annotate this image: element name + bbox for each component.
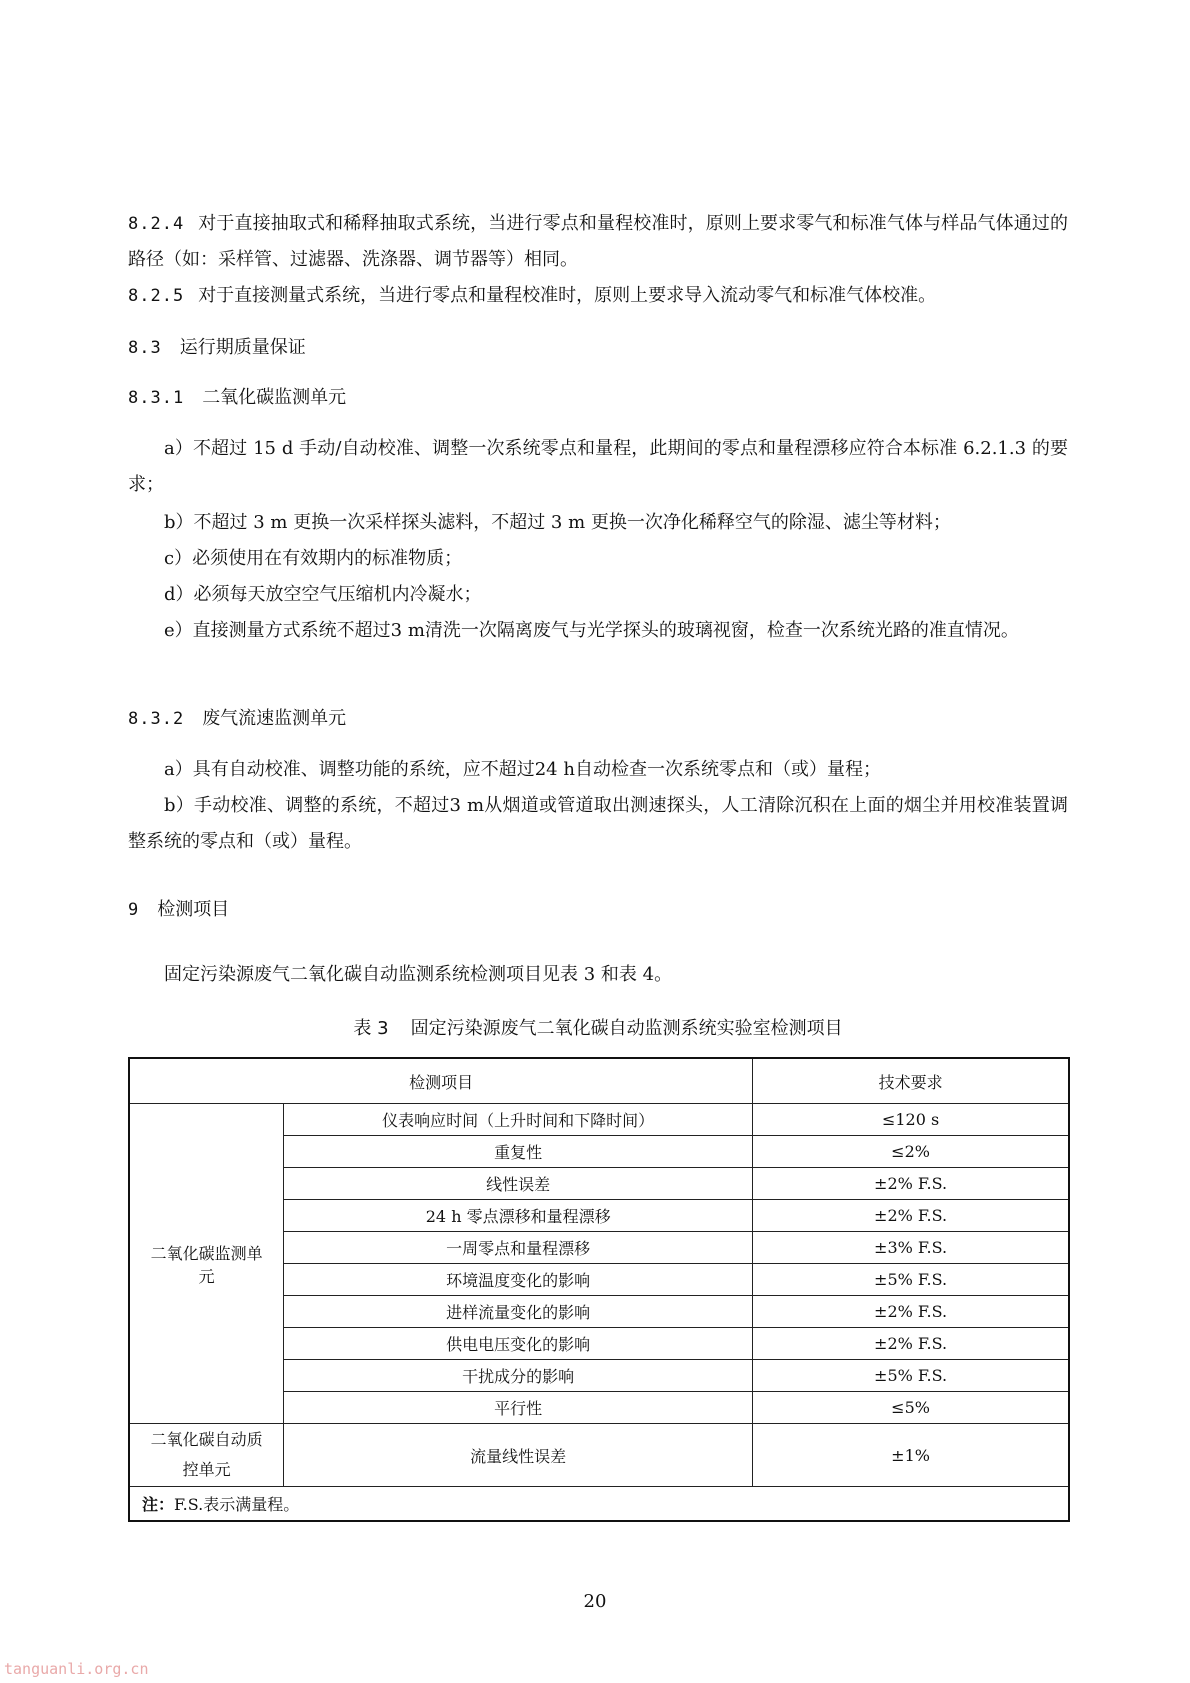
requirement-cell: ±1% <box>753 1424 1069 1487</box>
item-cell: 重复性 <box>284 1136 753 1168</box>
list-item-8-3-1-a: a）不超过 15 d 手动/自动校准、调整一次系统零点和量程，此期间的零点和量程漂移应符合本标准 6.2.1.3 的要求； <box>128 438 1068 495</box>
heading-text: 二氧化碳监测单元 <box>202 387 347 408</box>
group-co2-auto-qc-unit: 二氧化碳自动质控单元 <box>129 1424 284 1487</box>
section-number: 8.3.1 <box>128 388 185 408</box>
section-number: 8.2.4 <box>128 214 185 234</box>
item-cell: 24 h 零点漂移和量程漂移 <box>284 1200 753 1232</box>
item-cell: 干扰成分的影响 <box>284 1360 753 1392</box>
table-note <box>129 1487 1069 1522</box>
item-cell: 一周零点和量程漂移 <box>284 1232 753 1264</box>
watermark: tanguanli.org.cn <box>4 1660 149 1678</box>
header-tech-requirement: 技术要求 <box>753 1058 1069 1104</box>
note-label: 注： <box>142 1495 175 1514</box>
item-cell: 供电电压变化的影响 <box>284 1328 753 1360</box>
table-row <box>129 1424 1069 1487</box>
heading-9 <box>128 892 1068 928</box>
list-item-8-3-2-a: a）具有自动校准、调整功能的系统，应不超过24 h自动检查一次系统零点和（或）量程； <box>164 759 881 780</box>
item-cell: 仪表响应时间（上升时间和下降时间） <box>284 1104 753 1136</box>
table-number: 表 3 <box>353 1018 389 1039</box>
heading-text: 废气流速监测单元 <box>202 708 347 729</box>
list-item-8-3-1-d: d）必须每天放空空气压缩机内冷凝水； <box>164 584 482 605</box>
item-cell: 流量线性误差 <box>284 1424 753 1487</box>
item-cell: 进样流量变化的影响 <box>284 1296 753 1328</box>
table-header-row <box>129 1058 1069 1104</box>
section-number: 8.3 <box>128 338 162 358</box>
item-cell: 平行性 <box>284 1392 753 1424</box>
heading-8-3 <box>128 330 1068 366</box>
item-cell: 环境温度变化的影响 <box>284 1264 753 1296</box>
section-9-intro: 固定污染源废气二氧化碳自动监测系统检测项目见表 3 和表 4。 <box>164 964 673 985</box>
paragraph-8-2-5 <box>128 278 1068 314</box>
header-detection-item: 检测项目 <box>129 1058 753 1104</box>
list-item-8-3-1-e: e）直接测量方式系统不超过3 m清洗一次隔离废气与光学探头的玻璃视窗，检查一次系统光路的准直情况。 <box>164 620 1019 641</box>
requirement-cell: ≤120 s <box>753 1104 1069 1136</box>
paragraph-text: 对于直接测量式系统，当进行零点和量程校准时，原则上要求导入流动零气和标准气体校准。 <box>198 285 937 306</box>
requirement-cell: ±2% F.S. <box>753 1296 1069 1328</box>
paragraph-8-2-4 <box>128 206 1068 278</box>
requirement-cell: ±2% F.S. <box>753 1200 1069 1232</box>
table-note-row <box>129 1487 1069 1522</box>
requirement-cell: ±2% F.S. <box>753 1168 1069 1200</box>
table-title: 固定污染源废气二氧化碳自动监测系统实验室检测项目 <box>410 1018 843 1039</box>
heading-text: 运行期质量保证 <box>179 337 306 358</box>
section-number: 9 <box>128 900 140 920</box>
list-item-8-3-1-b: b）不超过 3 m 更换一次采样探头滤料，不超过 3 m 更换一次净化稀释空气的除湿、滤尘等材料； <box>164 512 951 533</box>
requirement-cell: ±2% F.S. <box>753 1328 1069 1360</box>
paragraph-text: 对于直接抽取式和稀释抽取式系统，当进行零点和量程校准时，原则上要求零气和标准气体与样品气体通过的路径（如：采样管、过滤器、洗涤器、调节器等）相同。 <box>128 213 1068 270</box>
heading-8-3-2 <box>128 701 1068 737</box>
section-number: 8.3.2 <box>128 709 185 729</box>
note-text: F.S.表示满量程。 <box>174 1495 300 1514</box>
table-row <box>129 1104 1069 1136</box>
heading-8-3-1 <box>128 380 1068 416</box>
requirement-cell: ±3% F.S. <box>753 1232 1069 1264</box>
table-caption <box>128 1014 1068 1040</box>
heading-text: 检测项目 <box>157 899 230 920</box>
requirement-cell: ≤2% <box>753 1136 1069 1168</box>
requirement-cell: ±5% F.S. <box>753 1360 1069 1392</box>
section-number: 8.2.5 <box>128 286 185 306</box>
requirement-cell: ≤5% <box>753 1392 1069 1424</box>
list-item-8-3-2-b: b）手动校准、调整的系统，不超过3 m从烟道或管道取出测速探头，人工清除沉积在上面的烟尘并用校准装置调整系统的零点和（或）量程。 <box>128 795 1068 852</box>
group-co2-monitoring-unit: 二氧化碳监测单元 <box>129 1104 284 1424</box>
list-item-8-3-1-c: c）必须使用在有效期内的标准物质； <box>164 548 463 569</box>
page-number: 20 <box>583 1591 607 1612</box>
requirement-cell: ±5% F.S. <box>753 1264 1069 1296</box>
item-cell: 线性误差 <box>284 1168 753 1200</box>
detection-items-table <box>128 1057 1070 1522</box>
